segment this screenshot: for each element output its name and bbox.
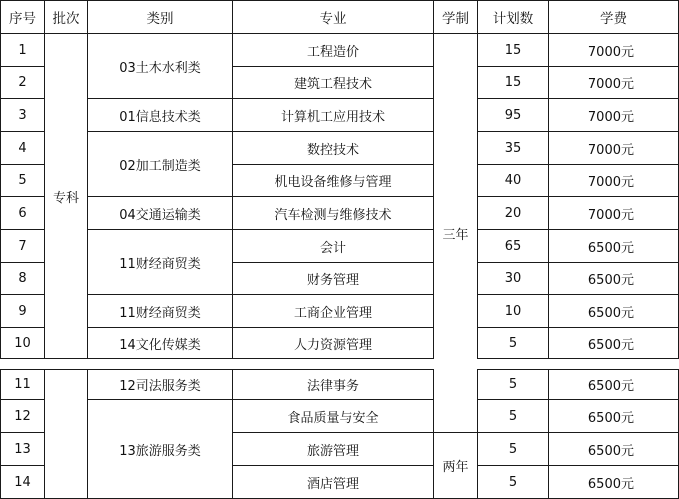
row-index: 14 xyxy=(0,465,45,499)
row-major: 酒店管理 xyxy=(232,465,434,499)
row-plan: 5 xyxy=(477,369,549,400)
category-cell: 13旅游服务类 xyxy=(87,399,233,499)
category-cell: 12司法服务类 xyxy=(87,369,233,400)
header-batch: 批次 xyxy=(44,0,88,34)
row-index: 3 xyxy=(0,98,45,132)
header-index: 序号 xyxy=(0,0,45,34)
row-tuition: 6500元 xyxy=(548,294,679,328)
category-cell: 03土木水利类 xyxy=(87,33,233,99)
header-category: 类别 xyxy=(87,0,233,34)
row-index: 11 xyxy=(0,369,45,400)
row-major: 食品质量与安全 xyxy=(232,399,434,433)
row-tuition: 6500元 xyxy=(548,262,679,295)
row-plan: 5 xyxy=(477,399,549,433)
row-major: 工商企业管理 xyxy=(232,294,434,328)
row-major: 数控技术 xyxy=(232,131,434,165)
row-major: 汽车检测与维修技术 xyxy=(232,196,434,230)
row-major: 计算机工应用技术 xyxy=(232,98,434,132)
row-plan: 5 xyxy=(477,465,549,499)
section-gap xyxy=(0,359,679,369)
row-major: 旅游管理 xyxy=(232,432,434,466)
row-plan: 65 xyxy=(477,229,549,263)
row-major: 机电设备维修与管理 xyxy=(232,164,434,197)
row-major: 会计 xyxy=(232,229,434,263)
row-tuition: 7000元 xyxy=(548,131,679,165)
row-tuition: 6500元 xyxy=(548,399,679,433)
row-tuition: 7000元 xyxy=(548,66,679,99)
row-index: 4 xyxy=(0,131,45,165)
row-plan: 30 xyxy=(477,262,549,295)
row-tuition: 7000元 xyxy=(548,33,679,67)
row-index: 8 xyxy=(0,262,45,295)
header-tuition: 学费 xyxy=(548,0,679,34)
row-index: 2 xyxy=(0,66,45,99)
category-cell: 11财经商贸类 xyxy=(87,229,233,295)
row-index: 10 xyxy=(0,327,45,359)
row-tuition: 6500元 xyxy=(548,369,679,400)
row-index: 9 xyxy=(0,294,45,328)
batch-cell: 专科 xyxy=(44,33,88,359)
row-plan: 95 xyxy=(477,98,549,132)
row-plan: 15 xyxy=(477,33,549,67)
row-major: 人力资源管理 xyxy=(232,327,434,359)
header-major: 专业 xyxy=(232,0,434,34)
category-cell: 01信息技术类 xyxy=(87,98,233,132)
category-cell: 02加工制造类 xyxy=(87,131,233,197)
batch-cell-lower xyxy=(44,369,88,499)
duration-three-year: 三年 xyxy=(433,33,478,433)
row-plan: 5 xyxy=(477,432,549,466)
row-tuition: 6500元 xyxy=(548,327,679,359)
row-major: 财务管理 xyxy=(232,262,434,295)
row-plan: 35 xyxy=(477,131,549,165)
row-tuition: 6500元 xyxy=(548,229,679,263)
row-tuition: 7000元 xyxy=(548,98,679,132)
row-plan: 20 xyxy=(477,196,549,230)
category-cell: 14文化传媒类 xyxy=(87,327,233,359)
duration-two-year: 两年 xyxy=(433,432,478,499)
row-tuition: 7000元 xyxy=(548,164,679,197)
category-cell: 11财经商贸类 xyxy=(87,294,233,328)
row-plan: 40 xyxy=(477,164,549,197)
row-index: 6 xyxy=(0,196,45,230)
row-major: 工程造价 xyxy=(232,33,434,67)
row-index: 5 xyxy=(0,164,45,197)
row-plan: 5 xyxy=(477,327,549,359)
row-tuition: 6500元 xyxy=(548,432,679,466)
row-major: 建筑工程技术 xyxy=(232,66,434,99)
row-index: 7 xyxy=(0,229,45,263)
row-index: 13 xyxy=(0,432,45,466)
header-plan: 计划数 xyxy=(477,0,549,34)
row-plan: 15 xyxy=(477,66,549,99)
row-index: 1 xyxy=(0,33,45,67)
row-major: 法律事务 xyxy=(232,369,434,400)
row-tuition: 7000元 xyxy=(548,196,679,230)
header-duration: 学制 xyxy=(433,0,478,34)
row-plan: 10 xyxy=(477,294,549,328)
category-cell: 04交通运输类 xyxy=(87,196,233,230)
row-index: 12 xyxy=(0,399,45,433)
row-tuition: 6500元 xyxy=(548,465,679,499)
